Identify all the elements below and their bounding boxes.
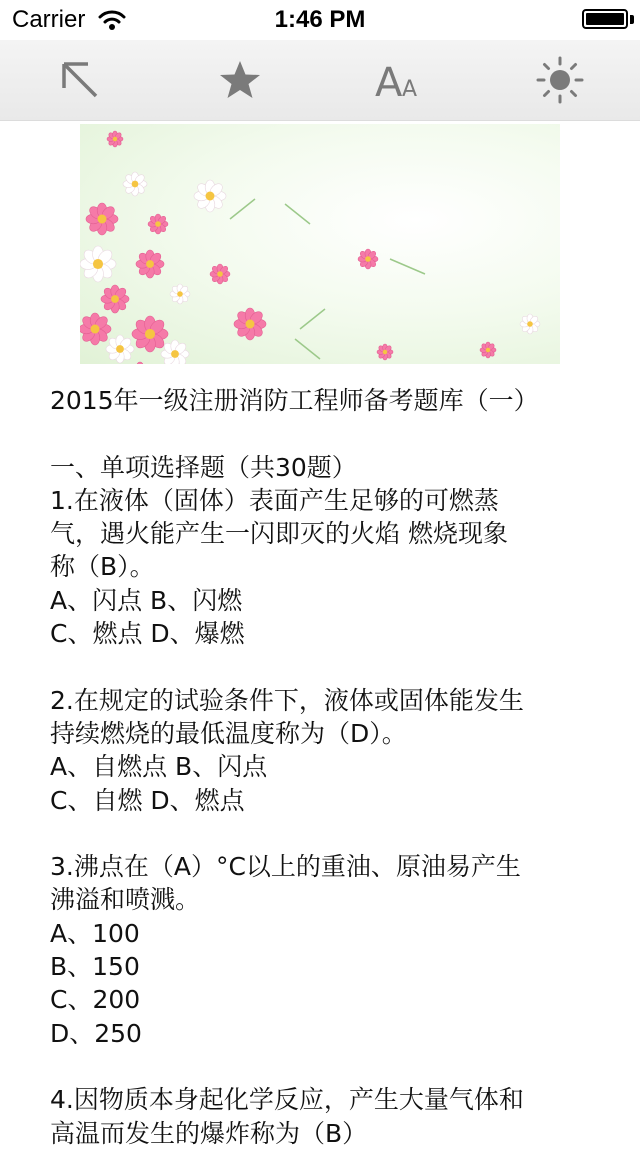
flower-shape: [170, 284, 190, 304]
stem-shape: [285, 204, 310, 224]
question-3-option: C、200: [50, 985, 141, 1015]
flower-shape: [480, 342, 496, 358]
stem-shape: [230, 199, 255, 219]
battery-tip: [630, 15, 634, 24]
stem-shape: [390, 259, 425, 274]
question-2-line: 2.在规定的试验条件下，液体或固体能发生: [50, 685, 524, 715]
question-2-option: C、自燃 D、燃点: [50, 785, 245, 815]
question-1-line: 称（B）。: [50, 552, 155, 582]
flower-shape: [210, 264, 230, 284]
flower-shape: [136, 250, 164, 278]
question-2-option: A、自燃点 B、闪点: [50, 752, 268, 782]
battery-fill: [586, 13, 624, 25]
font-size-button[interactable]: [340, 40, 460, 120]
question-3-option: D、250: [50, 1018, 142, 1048]
flower-shape: [194, 180, 226, 212]
question-3-option: A、100: [50, 918, 140, 948]
flower-shape: [132, 316, 168, 352]
flower-shape: [86, 203, 118, 235]
flower-shape: [106, 335, 134, 363]
font-size-icon: [375, 58, 425, 102]
back-button[interactable]: [20, 40, 140, 120]
question-1-option: C、燃点 D、爆燃: [50, 619, 245, 649]
brightness-button[interactable]: [500, 40, 620, 120]
flower-shape: [234, 308, 266, 340]
flower-shape: [80, 313, 111, 345]
question-1-line: 气，遇火能产生一闪即灭的火焰 燃烧现象: [50, 519, 508, 549]
article-content: [50, 384, 590, 1150]
question-3-line: 沸溢和喷溅。: [50, 885, 201, 915]
flower-shape: [358, 249, 378, 269]
spacer: [50, 650, 590, 683]
flower-shape: [80, 246, 116, 282]
spacer: [50, 1050, 590, 1083]
flower-shape: [161, 340, 189, 364]
spacer: [50, 817, 590, 850]
question-3-option: B、150: [50, 952, 140, 982]
section-heading: 一、单项选择题（共30题）: [50, 452, 357, 482]
flower-banner-image: [80, 124, 560, 364]
question-1-line: 1.在液体（固体）表面产生足够的可燃蒸: [50, 485, 499, 515]
reader-toolbar: [0, 40, 640, 121]
font-label-big: A: [375, 60, 403, 102]
carrier-label: Carrier: [12, 6, 86, 33]
stem-shape: [300, 309, 325, 329]
question-4-line: 4.因物质本身起化学反应，产生大量气体和: [50, 1085, 524, 1115]
question-3-line: 3.沸点在（A）°C以上的重油、原油易产生: [50, 852, 521, 882]
spacer: [50, 417, 590, 450]
font-label-small: A: [402, 77, 418, 102]
favorite-button[interactable]: [180, 40, 300, 120]
back-arrow-icon: [58, 58, 102, 102]
star-icon: [218, 58, 262, 102]
status-bar: [0, 0, 640, 40]
question-1-option: A、闪点 B、闪燃: [50, 585, 243, 615]
flower-shape: [377, 344, 393, 360]
flower-shape: [148, 214, 168, 234]
question-2-line: 持续燃烧的最低温度称为（D）。: [50, 718, 407, 748]
flower-shape: [520, 314, 540, 334]
flower-shape: [107, 131, 123, 147]
brightness-icon: [536, 56, 584, 104]
status-time: 1:46 PM: [274, 6, 366, 33]
question-4-line: 高温而发生的爆炸称为（B）: [50, 1118, 368, 1148]
battery-icon: [582, 9, 628, 29]
flower-shape: [128, 362, 152, 364]
stem-shape: [295, 339, 320, 359]
article-title: 2015年一级注册消防工程师备考题库（一）: [50, 386, 539, 415]
flower-shape: [123, 172, 147, 196]
flower-shape: [101, 285, 129, 313]
